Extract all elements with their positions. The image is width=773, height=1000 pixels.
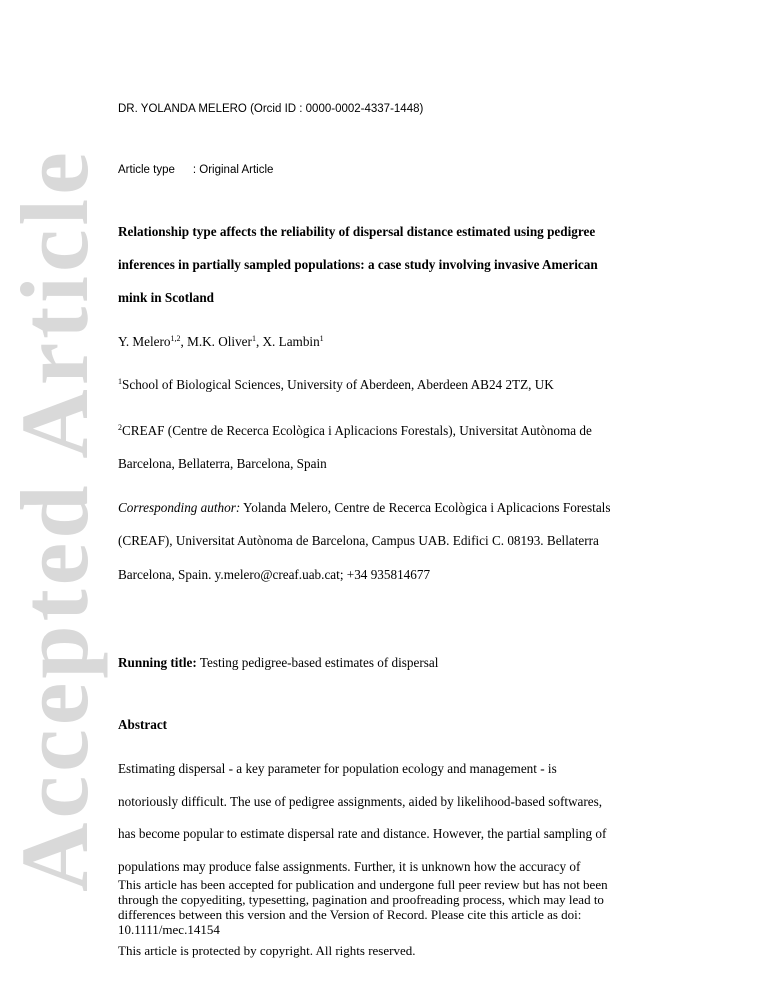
corresponding-line-1 (118, 500, 610, 516)
affiliation-1 (118, 377, 554, 393)
footer-line-2: through the copyediting, typesetting, pagination and proofreading process, which may lead to (118, 892, 604, 907)
article-type-value: : Original Article (192, 164, 274, 176)
author-oliver-affil: 1 (251, 334, 256, 343)
footer-line-3: differences between this version and the Version of Record. Please cite this article as doi: (118, 907, 582, 922)
running-title (118, 655, 438, 671)
title-line-1: Relationship type affects the reliability of dispersal distance estimated using pedigree (118, 224, 596, 239)
author-oliver: M.K. Oliver (187, 334, 252, 349)
abstract-line-2: notoriously difficult. The use of pedigree assignments, aided by likelihood-based softwares, (118, 794, 603, 809)
accepted-article-watermark: Accepted Article (1, 148, 108, 892)
corresponding-line-2: (CREAF), Universitat Autònoma de Barcelona, Campus UAB. Edifici C. 08193. Bellaterra (118, 533, 599, 548)
abstract-line-3: has become popular to estimate dispersal rate and distance. However, the partial sampling of (118, 826, 607, 841)
footer-copyright: This article is protected by copyright. All rights reserved. (118, 943, 416, 958)
title-line-2: inferences in partially sampled populations: a case study involving invasive American (118, 257, 598, 272)
footer-line-1: This article has been accepted for publication and undergone full peer review but has not been (118, 877, 608, 892)
author-list (118, 334, 324, 350)
affiliation-2-text: CREAF (Centre de Recerca Ecològica i Aplicacions Forestals), Universitat Autònoma de (122, 423, 592, 438)
running-title-label: Running title: (118, 655, 197, 670)
running-title-text: Testing pedigree-based estimates of dispersal (196, 655, 439, 670)
footer-doi: 10.1111/mec.14154 (118, 922, 220, 937)
author-melero-affil: 1,2 (170, 334, 181, 343)
corresponding-line-3: Barcelona, Spain. y.melero@creaf.uab.cat; +34 935814677 (118, 567, 431, 582)
title-line-3: mink in Scotland (118, 290, 215, 305)
article-type-label: Article type (118, 164, 175, 176)
affiliation-1-sup: 1 (118, 377, 122, 386)
author-sep-2: , (255, 334, 263, 349)
author-lambin-affil: 1 (319, 334, 324, 343)
corresponding-text-1: Yolanda Melero, Centre de Recerca Ecològica i Aplicacions Forestals (240, 500, 611, 515)
corresponding-label: Corresponding author: (118, 500, 241, 515)
abstract-heading: Abstract (118, 717, 168, 732)
author-sep-1: , (180, 334, 188, 349)
abstract-line-4: populations may produce false assignments. Further, it is unknown how the accuracy of (118, 859, 581, 874)
author-lambin: X. Lambin (262, 334, 320, 349)
affiliation-2-line-1 (118, 423, 592, 439)
author-melero: Y. Melero (118, 334, 171, 349)
article-type-line (118, 164, 273, 176)
abstract-line-1: Estimating dispersal - a key parameter for population ecology and management - is (118, 761, 557, 776)
affiliation-1-text: School of Biological Sciences, University of Aberdeen, Aberdeen AB24 2TZ, UK (122, 377, 554, 392)
affiliation-2-sup: 2 (118, 423, 122, 432)
affiliation-2-line-2: Barcelona, Bellaterra, Barcelona, Spain (118, 456, 327, 471)
author-orcid-line: DR. YOLANDA MELERO (Orcid ID : 0000-0002-4337-1448) (118, 103, 424, 115)
